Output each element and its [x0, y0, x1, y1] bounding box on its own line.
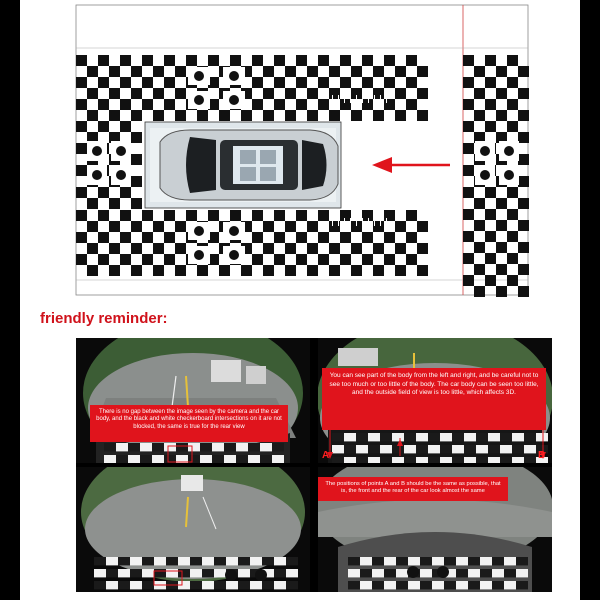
side-camera-view: [318, 338, 552, 463]
front-camera-view: [76, 338, 310, 463]
point-a-label: A: [322, 450, 330, 461]
camera-views-grid: [76, 338, 552, 592]
reminder-heading: friendly reminder:: [40, 310, 168, 327]
callout-front-view: There is no gap between the image seen by the camera and the car body, and the black and white checkerboard intersections on it are not blocked, the same is true for the rear view: [90, 405, 288, 442]
calibration-layout-diagram: [20, 0, 580, 300]
callout-point-alignment: The positions of points A and B should be the same as possible, that is, the front and the rear of the car look almost the same: [318, 477, 508, 501]
callout-side-view: You can see part of the body from the left and right, and be careful not to see too much or too little of the body. The car body can be seen too little, and the outside field of view is too little, which affects 3D.: [322, 368, 546, 430]
right-checkerboard-mat: [463, 55, 529, 297]
page: [20, 0, 580, 600]
rear-camera-view: [76, 467, 310, 592]
car-top-view-icon: [145, 122, 341, 208]
point-b-label: B: [538, 450, 546, 461]
side-camera-view-2: [318, 467, 552, 592]
